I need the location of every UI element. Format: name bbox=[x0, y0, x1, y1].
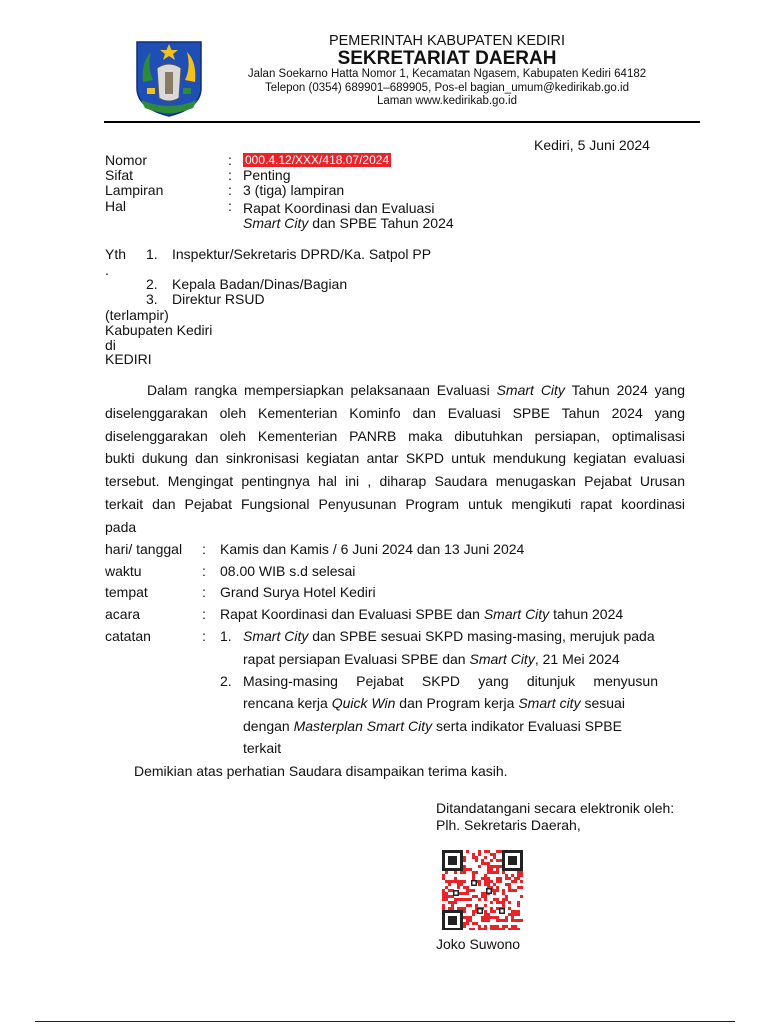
terlampir-note: (terlampir) bbox=[105, 307, 169, 323]
letterhead-divider bbox=[104, 121, 700, 123]
catatan-2-line3 bbox=[243, 718, 622, 734]
catatan-1-line2 bbox=[243, 651, 620, 667]
body-line-1 bbox=[105, 379, 685, 402]
body-line-5: tersebut. Mengingat pentingnya hal ini , diharap Saudara menugaskan Pejabat Urusan bbox=[105, 473, 685, 490]
recipient-3: Direktur RSUD bbox=[172, 291, 265, 307]
c1-l2a: rapat persiapan Evaluasi SPBE dan bbox=[243, 651, 470, 667]
catatan-label: catatan bbox=[105, 628, 151, 644]
nomor-colon: : bbox=[228, 152, 232, 168]
recipient-number-2: 2. bbox=[146, 276, 158, 292]
hal-rest: dan SPBE Tahun 2024 bbox=[308, 215, 454, 231]
hal-label: Hal bbox=[105, 198, 127, 214]
recipient-1: Inspektur/Sekretaris DPRD/Ka. Satpol PP bbox=[172, 246, 432, 262]
closing-sentence: Demikian atas perhatian Saudara disampaikan terima kasih. bbox=[134, 763, 508, 779]
body-line-2: diselenggarakan oleh Kementerian Kominfo dan Evaluasi SPBE Tahun 2024 yang bbox=[105, 404, 685, 421]
hal-value-line1: Rapat Koordinasi dan Evaluasi bbox=[243, 200, 435, 216]
signer-name: Joko Suwono bbox=[436, 936, 521, 952]
c1-l2c: , 21 Mei 2024 bbox=[534, 651, 620, 667]
hal-value-line2 bbox=[243, 215, 454, 231]
recipient-number-3: 3. bbox=[146, 291, 158, 307]
catatan-1-number: 1. bbox=[220, 628, 232, 644]
recipient-dot: . bbox=[105, 262, 109, 278]
waktu-label: waktu bbox=[105, 563, 142, 579]
catatan-1-line1 bbox=[243, 628, 655, 644]
hari-label: hari/ tanggal bbox=[105, 541, 183, 557]
c2-l2e: sesuai bbox=[580, 695, 625, 711]
waktu-colon: : bbox=[202, 563, 206, 579]
catatan-2-number: 2. bbox=[220, 673, 232, 689]
c1-smart-city: Smart City bbox=[243, 628, 309, 644]
signature-line2: Plh. Sekretaris Daerah, bbox=[436, 817, 581, 833]
body-line-6: terkait dan Pejabat Fungsional Penyusunan Program untuk mengikuti rapat koordinasi bbox=[105, 495, 685, 512]
lampiran-label: Lampiran bbox=[105, 182, 164, 198]
letter-date: Kediri, 5 Juni 2024 bbox=[534, 137, 650, 153]
office-contact: Telepon (0354) 689901–689905, Pos-el bagian_umum@kedirikab.go.id bbox=[265, 82, 629, 94]
acara-value bbox=[220, 606, 623, 622]
sifat-colon: : bbox=[228, 167, 232, 183]
kabupaten-kediri-logo bbox=[133, 38, 205, 118]
c2-l3b: Masterplan Smart City bbox=[293, 718, 433, 734]
office-website: Laman www.kedirikab.go.id bbox=[377, 95, 517, 107]
lampiran-value: 3 (tiga) lampiran bbox=[243, 182, 345, 198]
footer-divider bbox=[35, 1021, 735, 1022]
body-line-4: bukti dukung dan sinkronisasi kegiatan antar SKPD untuk mendukung kegiatan evaluasi bbox=[105, 450, 685, 467]
government-name: PEMERINTAH KABUPATEN KEDIRI bbox=[328, 33, 566, 49]
signature-qr-code bbox=[441, 850, 523, 930]
body-line-1b: Smart City bbox=[496, 382, 565, 398]
waktu-value: 08.00 WIB s.d selesai bbox=[220, 563, 356, 579]
body-line-1a: Dalam rangka mempersiapkan pelaksanaan Evaluasi bbox=[147, 382, 497, 398]
body-line-7: pada bbox=[105, 518, 137, 535]
hari-value: Kamis dan Kamis / 6 Juni 2024 dan 13 Juni 2024 bbox=[220, 541, 525, 557]
catatan-colon: : bbox=[202, 628, 206, 644]
c2-l2a: rencana kerja bbox=[243, 695, 332, 711]
signature-line1: Ditandatangani secara elektronik oleh: bbox=[436, 800, 675, 816]
acara-label: acara bbox=[105, 606, 141, 622]
recipient-number-1: 1. bbox=[146, 246, 158, 262]
recipient-region: Kabupaten Kediri bbox=[105, 322, 213, 338]
recipient-2: Kepala Badan/Dinas/Bagian bbox=[172, 276, 348, 292]
acara-c: tahun 2024 bbox=[549, 606, 624, 622]
nomor-value bbox=[243, 153, 391, 167]
sifat-value: Penting bbox=[243, 167, 291, 183]
office-address: Jalan Soekarno Hatta Nomor 1, Kecamatan Ngasem, Kabupaten Kediri 64182 bbox=[247, 68, 647, 80]
nomor-value-text: 000.4.12/XXX/418.07/2024 bbox=[245, 153, 390, 167]
sifat-label: Sifat bbox=[105, 167, 134, 183]
c2-l3c: serta indikator Evaluasi SPBE bbox=[432, 718, 622, 734]
hal-colon: : bbox=[228, 198, 232, 214]
c1-l2b: Smart City bbox=[469, 651, 535, 667]
yth-label: Yth bbox=[105, 246, 127, 262]
lampiran-colon: : bbox=[228, 182, 232, 198]
tempat-colon: : bbox=[202, 584, 206, 600]
c2-l3a: dengan bbox=[243, 718, 294, 734]
c2-l2d: Smart city bbox=[518, 695, 581, 711]
catatan-2-line2 bbox=[243, 695, 625, 711]
c2-l2b: Quick Win bbox=[331, 695, 396, 711]
body-paragraph bbox=[105, 379, 685, 539]
nomor-label: Nomor bbox=[105, 152, 148, 168]
c1-rest: dan SPBE sesuai SKPD masing-masing, merujuk pada bbox=[308, 628, 655, 644]
catatan-2-line4: terkait bbox=[243, 740, 282, 756]
c2-l2c: dan Program kerja bbox=[395, 695, 519, 711]
body-line-3: diselenggarakan oleh Kementerian PANRB maka dibutuhkan persiapan, optimalisasi bbox=[105, 427, 685, 444]
hari-colon: : bbox=[202, 541, 206, 557]
catatan-2-line1: Masing-masing Pejabat SKPD yang ditunjuk menyusun bbox=[243, 673, 658, 689]
acara-colon: : bbox=[202, 606, 206, 622]
tempat-value: Grand Surya Hotel Kediri bbox=[220, 584, 376, 600]
office-name: SEKRETARIAT DAERAH bbox=[337, 48, 557, 69]
tempat-label: tempat bbox=[105, 584, 148, 600]
acara-b: Smart City bbox=[483, 606, 550, 622]
acara-a: Rapat Koordinasi dan Evaluasi SPBE dan bbox=[220, 606, 484, 622]
body-line-1c: Tahun 2024 yang bbox=[564, 382, 685, 398]
hal-smart-city: Smart City bbox=[243, 215, 309, 231]
recipient-di: di bbox=[105, 337, 116, 353]
recipient-city: KEDIRI bbox=[105, 351, 152, 367]
